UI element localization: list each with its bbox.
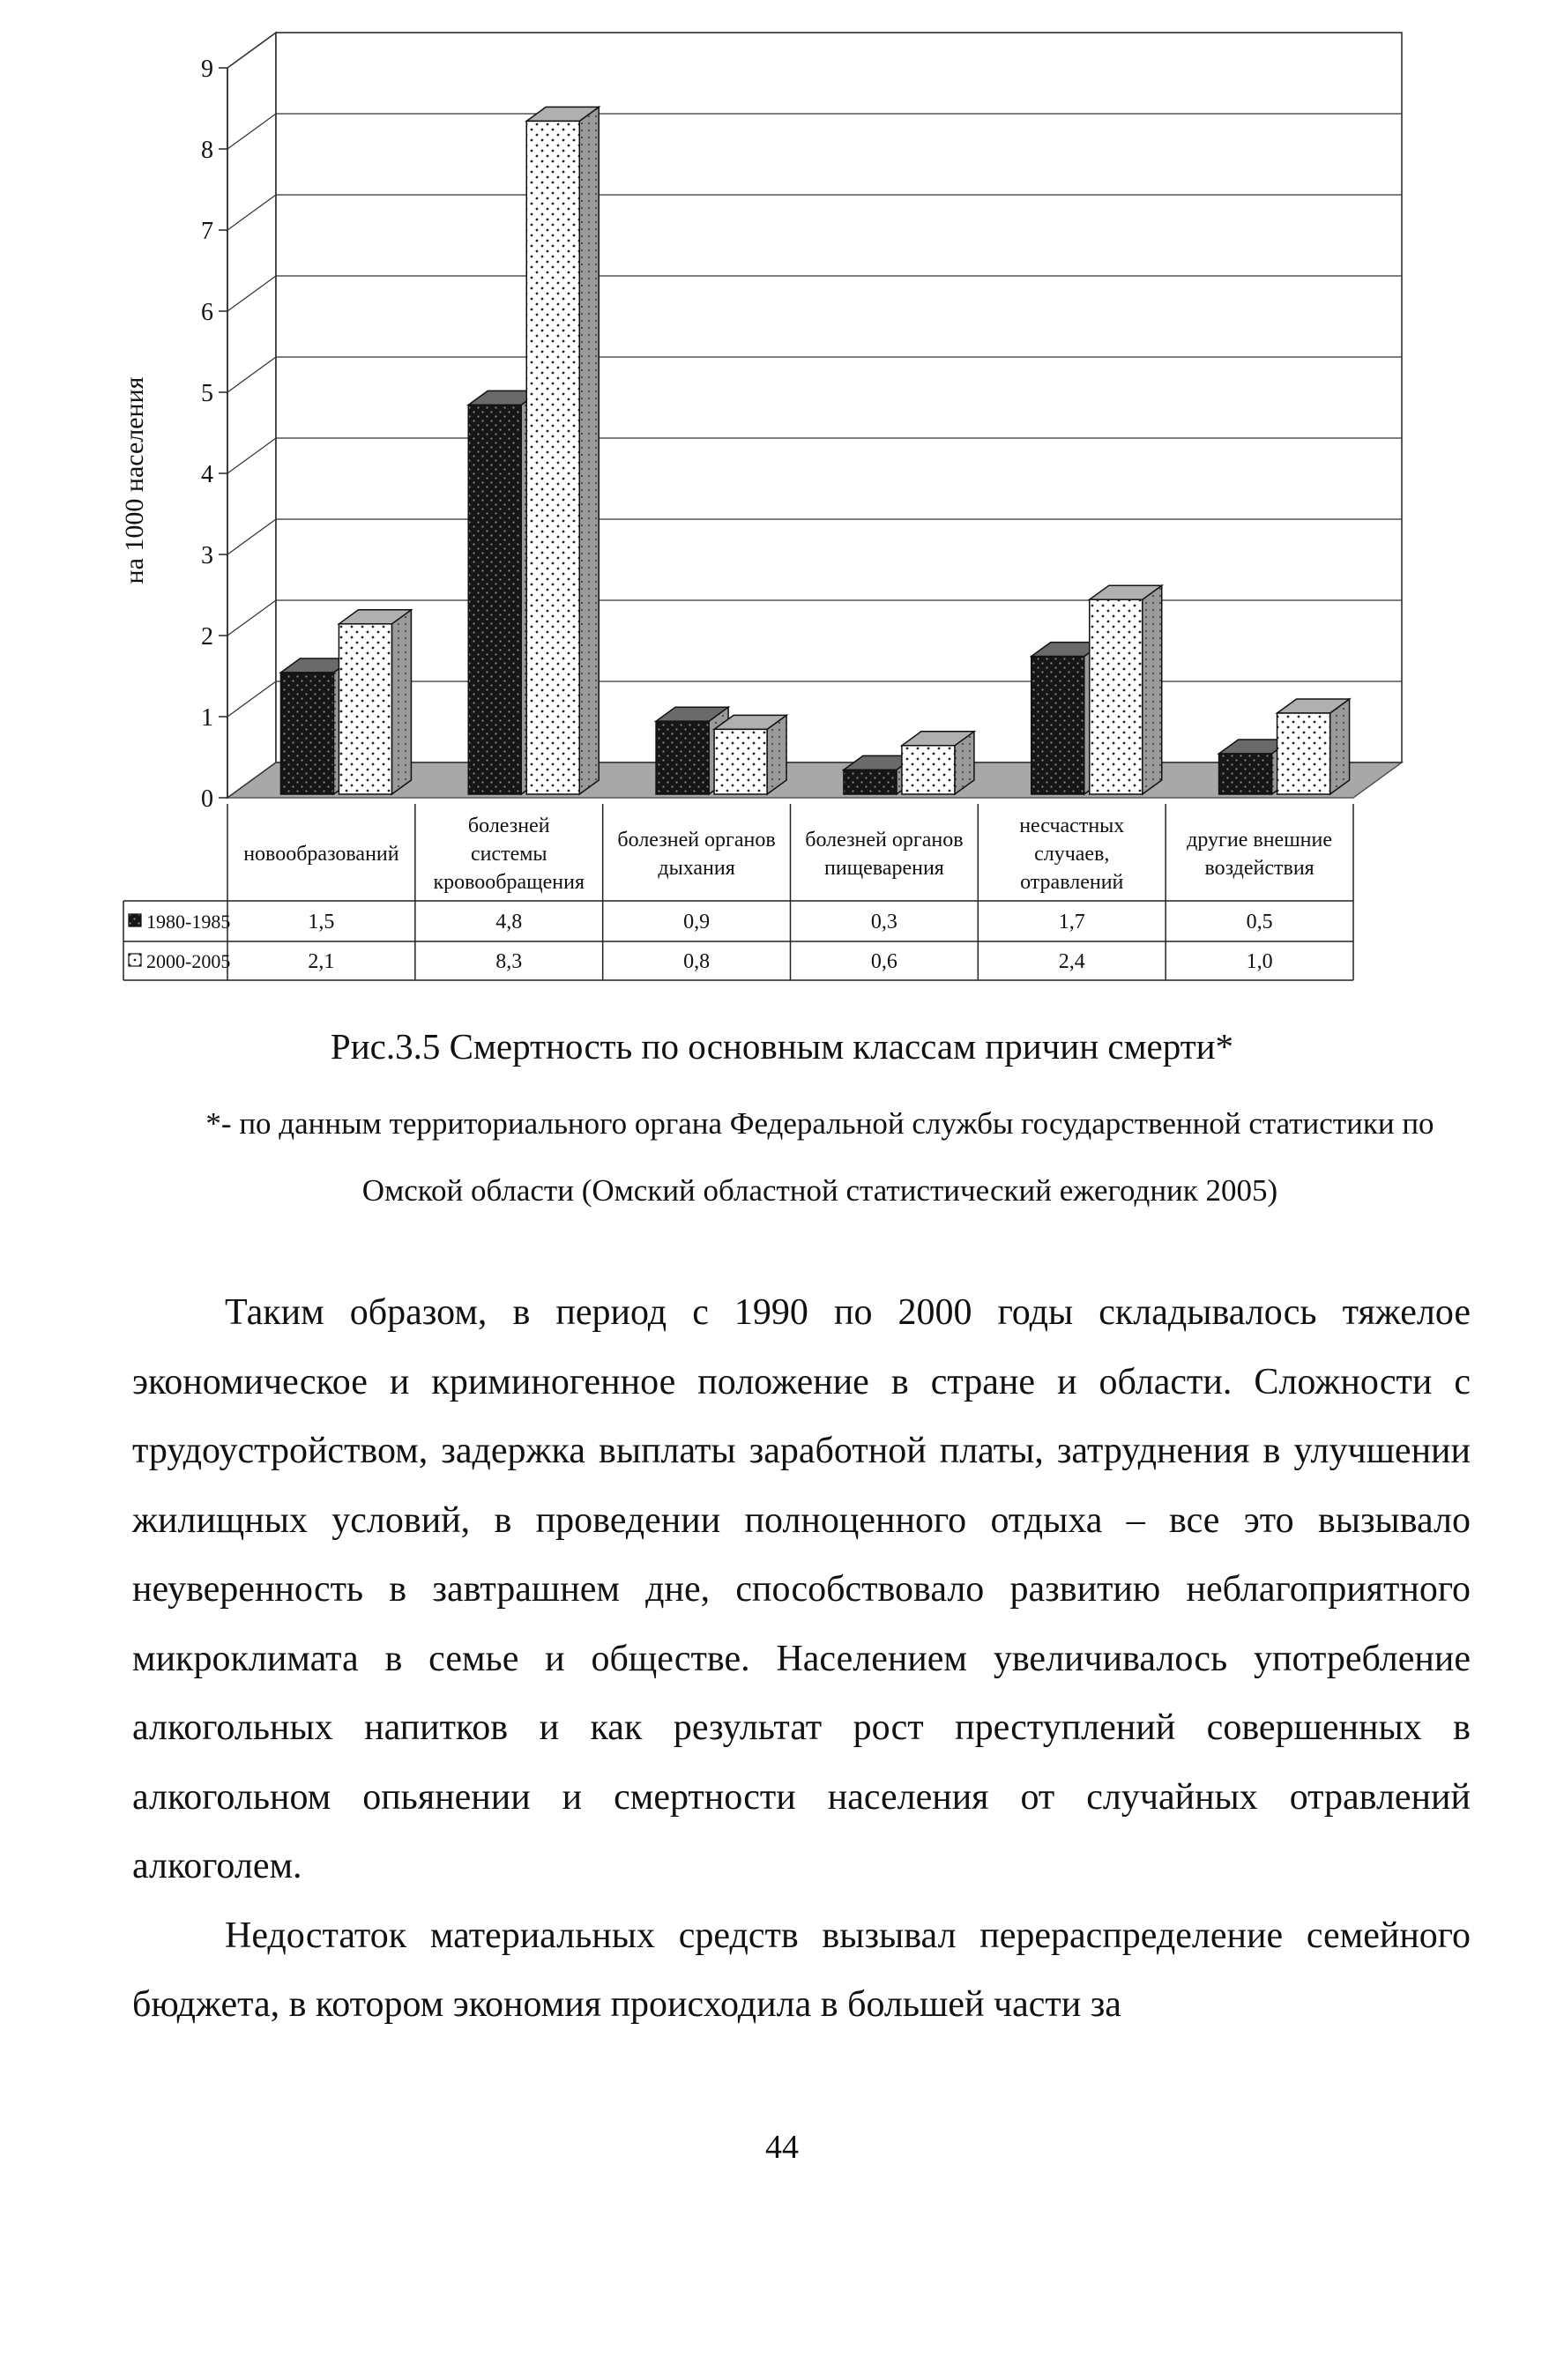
y-tick-label: 0 — [201, 785, 213, 813]
data-label: 2,1 — [308, 950, 335, 973]
category-label: болезней органов пищеварения — [805, 829, 964, 880]
category-label: несчастных случаев, отравлений — [1019, 814, 1125, 894]
bar-front — [1090, 599, 1143, 794]
data-label: 1,5 — [308, 911, 335, 933]
bar — [339, 610, 411, 794]
data-label: 1,0 — [1246, 950, 1273, 973]
y-tick-label: 6 — [201, 299, 213, 326]
paragraph: Недостаток материальных средств вызывал перераспределение семейного бюджета, в котором экономия происходила в большей части за — [132, 1915, 1471, 2025]
y-tick-label: 2 — [201, 623, 213, 651]
y-axis-ticks — [201, 56, 227, 813]
legend-swatch — [129, 914, 141, 926]
bar — [1277, 699, 1350, 794]
data-table — [123, 804, 1353, 980]
bar-front — [844, 770, 897, 794]
category-label: болезней системы кровообращения — [433, 814, 585, 894]
data-label: 0,9 — [683, 911, 711, 933]
bar-front — [526, 121, 579, 794]
y-tick-label: 9 — [201, 56, 213, 83]
y-axis-label: на 1000 населения — [120, 376, 149, 584]
data-label: 8,3 — [495, 950, 523, 973]
data-label: 0,8 — [683, 950, 711, 973]
page-number: 44 — [765, 2129, 799, 2166]
bar-front — [1219, 754, 1272, 794]
bar-front — [656, 721, 709, 794]
data-label: 1,7 — [1058, 911, 1085, 933]
bar-front — [902, 746, 955, 794]
bar-front — [1031, 657, 1084, 794]
data-label: 4,8 — [495, 911, 523, 933]
paragraph: Таким образом, в период с 1990 по 2000 годы складывалось тяжелое экономическое и криминогенное положение в стране и области. Сложности с трудоустройством, задержка выплаты заработной платы, затруднения в улучшении жилищных условий, в проведении полноценного отдыха – все это вызывало неуверенность в завтрашнем дне, способствовало развитию неблагоприятного микроклимата в семье и обществе. Населением увеличивалось употребление алкогольных напитков и как результат рост преступлений совершенных в алкогольном опьянении и смертности населения от случайных отравлений алкоголем. — [132, 1292, 1471, 1886]
bar-side — [391, 610, 411, 794]
y-tick-label: 3 — [201, 542, 213, 569]
bar-front — [468, 405, 521, 794]
side-wall — [227, 33, 276, 798]
y-tick-label: 7 — [201, 218, 213, 245]
bar-side — [579, 107, 599, 794]
bar-side — [1143, 585, 1162, 794]
bar — [902, 732, 974, 794]
bar-front — [339, 624, 391, 794]
y-tick-label: 1 — [201, 704, 213, 732]
data-label: 0,6 — [870, 950, 897, 973]
bar — [1090, 585, 1162, 794]
bar — [526, 107, 599, 794]
source-note: *- по данным территориального органа Федеральной службы государственной статистики по Омской области (Омский областной статистический ежегодник 2005) — [205, 1106, 1434, 1208]
bar-front — [1277, 713, 1330, 794]
y-tick-label: 4 — [201, 461, 213, 488]
category-label: другие внешние воздействия — [1187, 829, 1333, 880]
y-tick-label: 5 — [201, 380, 213, 407]
data-label: 0,3 — [870, 911, 897, 933]
data-label: 0,5 — [1246, 911, 1273, 933]
bar-side — [1330, 699, 1350, 794]
bar-front — [280, 673, 333, 794]
category-label: болезней органов дыхания — [617, 829, 776, 880]
body-text — [132, 1278, 1471, 2040]
legend-entry: 2000-2005 — [146, 950, 231, 972]
legend-entry: 1980-1985 — [146, 911, 231, 933]
mortality-chart — [0, 0, 1564, 987]
category-label: новообразований — [243, 843, 399, 866]
bar-front — [714, 729, 767, 794]
y-tick-label: 8 — [201, 137, 213, 164]
back-wall — [276, 33, 1402, 762]
legend-swatch — [129, 954, 141, 966]
figure-caption: Рис.3.5 Смертность по основным классам причин смерти* — [330, 1026, 1234, 1067]
data-label: 2,4 — [1058, 950, 1085, 973]
bar — [714, 715, 786, 794]
